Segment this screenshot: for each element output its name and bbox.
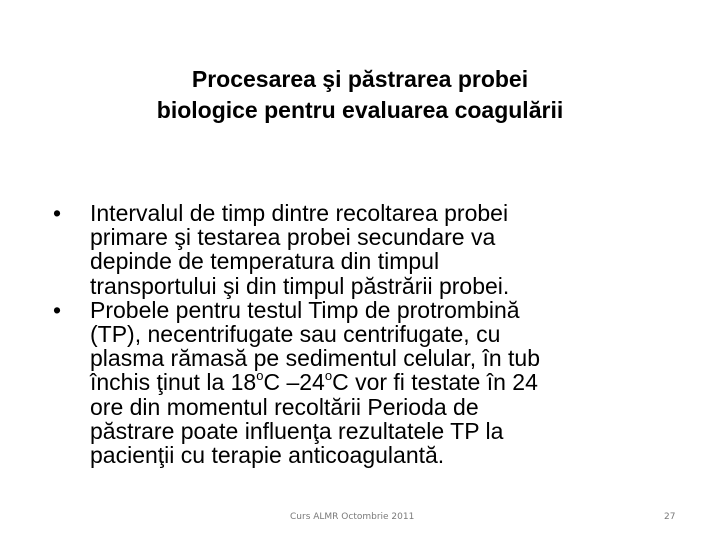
bullet-text-line: Intervalul de timp dintre recoltarea probei: [90, 200, 509, 226]
bullet-text-line: (TP), necentrifugate sau centrifugate, cu: [90, 321, 501, 348]
bullet-text-line: Probele pentru testul Timp de protrombină: [90, 296, 520, 323]
bullet-text-line: pacienţii cu terapie anticoagulantă.: [90, 442, 445, 469]
footer-text: Curs ALMR Octombrie 2011: [290, 512, 415, 522]
bullet-item: [53, 298, 663, 467]
bullet-text-line: primare şi testarea probei secundare va: [90, 224, 496, 251]
bullet-text-line: depinde de temperatura din timpul: [90, 248, 440, 275]
bullet-icon: •: [53, 296, 62, 323]
bullet-text-line: închis ţinut la 18$^o$C –24$^o$C vor fi testate în 24: [90, 368, 538, 396]
bullet-text-line: păstrare poate influenţa rezultatele TP la: [90, 417, 504, 444]
slide-title-line-2: biologice pentru evaluarea coagulării: [156, 97, 564, 123]
bullet-list: [53, 201, 663, 467]
bullet-text-line: plasma rămasă pe sedimentul celular, în tub: [90, 345, 541, 372]
bullet-icon: •: [53, 200, 62, 226]
bullet-item: [53, 201, 663, 298]
degree-symbol: o: [324, 368, 333, 384]
bullet-text-line: ore din momentul recoltării Perioda de: [90, 393, 479, 420]
page-number: 27: [664, 512, 676, 522]
bullet-text-line: transportului şi din timpul păstrării probei.: [90, 272, 510, 299]
slide-title-line-1: Procesarea şi păstrarea probei: [191, 66, 529, 92]
degree-symbol: o: [256, 368, 264, 384]
